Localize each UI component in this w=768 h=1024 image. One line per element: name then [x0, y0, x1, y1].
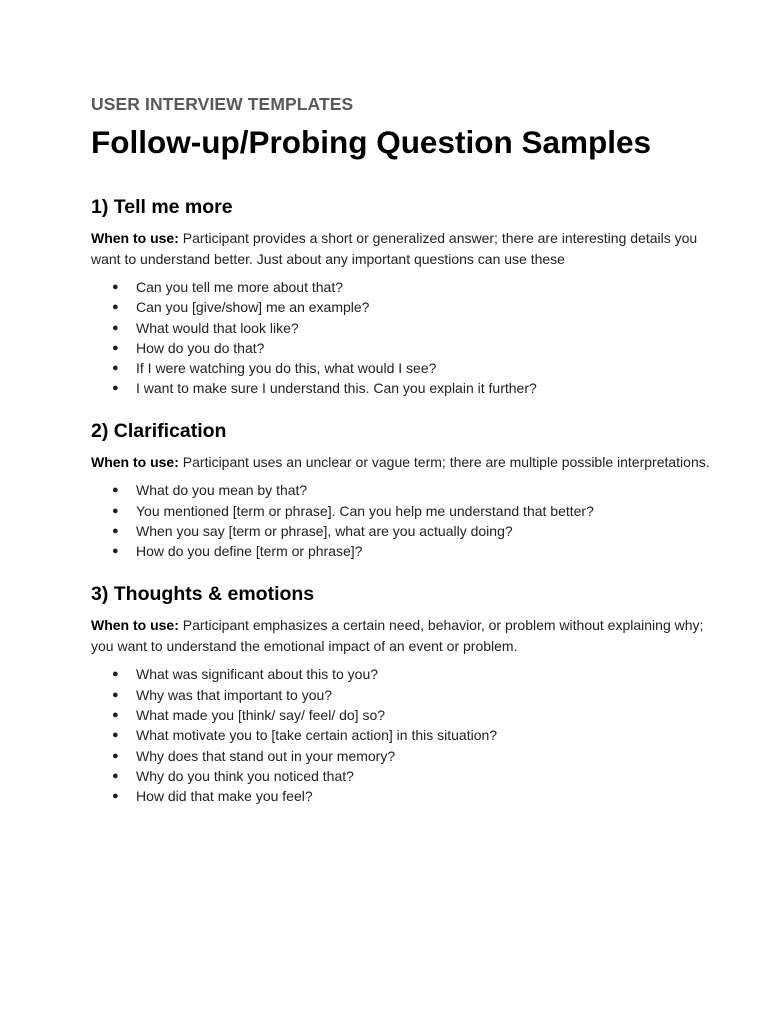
bullet-icon: ●: [112, 301, 119, 314]
bullet-icon: ●: [112, 769, 119, 782]
list-item: [91, 277, 711, 297]
bullet-icon: ●: [112, 729, 119, 742]
list-item-text: If I were watching you do this, what would I see?: [136, 360, 437, 377]
bullet-icon: ●: [112, 524, 119, 537]
list-item: [91, 501, 711, 521]
list-item-text: Why do you think you noticed that?: [136, 767, 354, 784]
question-list: [91, 277, 711, 399]
when-to-use-text: Participant provides a short or generalized answer; there are interesting details you want to understand better. Just about any important questions can use these: [91, 230, 698, 267]
when-to-use-label: When to use:: [91, 453, 179, 470]
list-item: [91, 338, 711, 358]
list-item: [91, 541, 711, 561]
bullet-icon: ●: [112, 321, 119, 334]
when-to-use-paragraph: [91, 452, 711, 473]
section-tell-me-more: [91, 194, 711, 399]
bullet-icon: ●: [112, 545, 119, 558]
when-to-use-label: When to use:: [91, 230, 179, 246]
question-list: [91, 664, 711, 806]
list-item-text: How do you define [term or phrase]?: [136, 543, 363, 560]
list-item-text: What was significant about this to you?: [136, 666, 379, 683]
list-item: [91, 318, 711, 338]
list-item-text: What would that look like?: [136, 319, 299, 336]
list-item: [91, 766, 711, 786]
section-heading: 2) Clarification: [91, 419, 227, 442]
question-list: [91, 480, 711, 561]
list-item: [91, 297, 711, 317]
list-item-text: Can you tell me more about that?: [136, 279, 344, 295]
list-item-text: Why does that stand out in your memory?: [136, 747, 396, 764]
document-eyebrow: USER INTERVIEW TEMPLATES: [91, 94, 354, 114]
when-to-use-text: Participant emphasizes a certain need, behavior, or problem without explaining why; you want to understand the emotional impact of an event or problem.: [91, 617, 704, 654]
bullet-icon: ●: [112, 709, 119, 722]
list-item: [91, 521, 711, 541]
bullet-icon: ●: [112, 281, 119, 293]
bullet-icon: ●: [112, 749, 119, 762]
list-item-text: Why was that important to you?: [136, 686, 333, 703]
bullet-icon: ●: [112, 382, 119, 395]
bullet-icon: ●: [112, 341, 119, 354]
list-item: [91, 705, 711, 725]
list-item-text: What do you mean by that?: [136, 482, 308, 499]
document-page: [91, 93, 711, 807]
when-to-use-paragraph: [91, 615, 711, 656]
list-item-text: When you say [term or phrase], what are you actually doing?: [136, 522, 513, 539]
list-item: [91, 786, 711, 806]
list-item: [91, 378, 711, 398]
list-item: [91, 746, 711, 766]
document-title: Follow-up/Probing Question Samples: [91, 124, 652, 160]
bullet-icon: ●: [112, 668, 119, 681]
list-item-text: What made you [think/ say/ feel/ do] so?: [136, 707, 386, 724]
bullet-icon: ●: [112, 484, 119, 497]
bullet-icon: ●: [112, 790, 119, 803]
when-to-use-label: When to use:: [91, 617, 179, 634]
list-item-text: How do you do that?: [136, 339, 265, 356]
when-to-use-paragraph: [91, 228, 711, 269]
list-item: [91, 685, 711, 705]
list-item-text: You mentioned [term or phrase]. Can you help me understand that better?: [136, 502, 594, 519]
bullet-icon: ●: [112, 504, 119, 517]
section-heading: 1) Tell me more: [91, 196, 233, 218]
bullet-icon: ●: [112, 362, 119, 375]
list-item-text: I want to make sure I understand this. Can you explain it further?: [136, 380, 537, 397]
section-heading: 3) Thoughts & emotions: [91, 583, 315, 606]
list-item: [91, 480, 711, 500]
bullet-icon: ●: [112, 688, 119, 701]
list-item-text: How did that make you feel?: [136, 788, 313, 805]
list-item: [91, 725, 711, 745]
list-item: [91, 664, 711, 684]
section-thoughts-emotions: [91, 581, 711, 806]
list-item-text: What motivate you to [take certain action] in this situation?: [136, 727, 498, 744]
list-item: [91, 358, 711, 378]
list-item-text: Can you [give/show] me an example?: [136, 299, 370, 316]
section-clarification: [91, 418, 711, 562]
when-to-use-text: Participant uses an unclear or vague term; there are multiple possible interpretations.: [182, 453, 710, 470]
